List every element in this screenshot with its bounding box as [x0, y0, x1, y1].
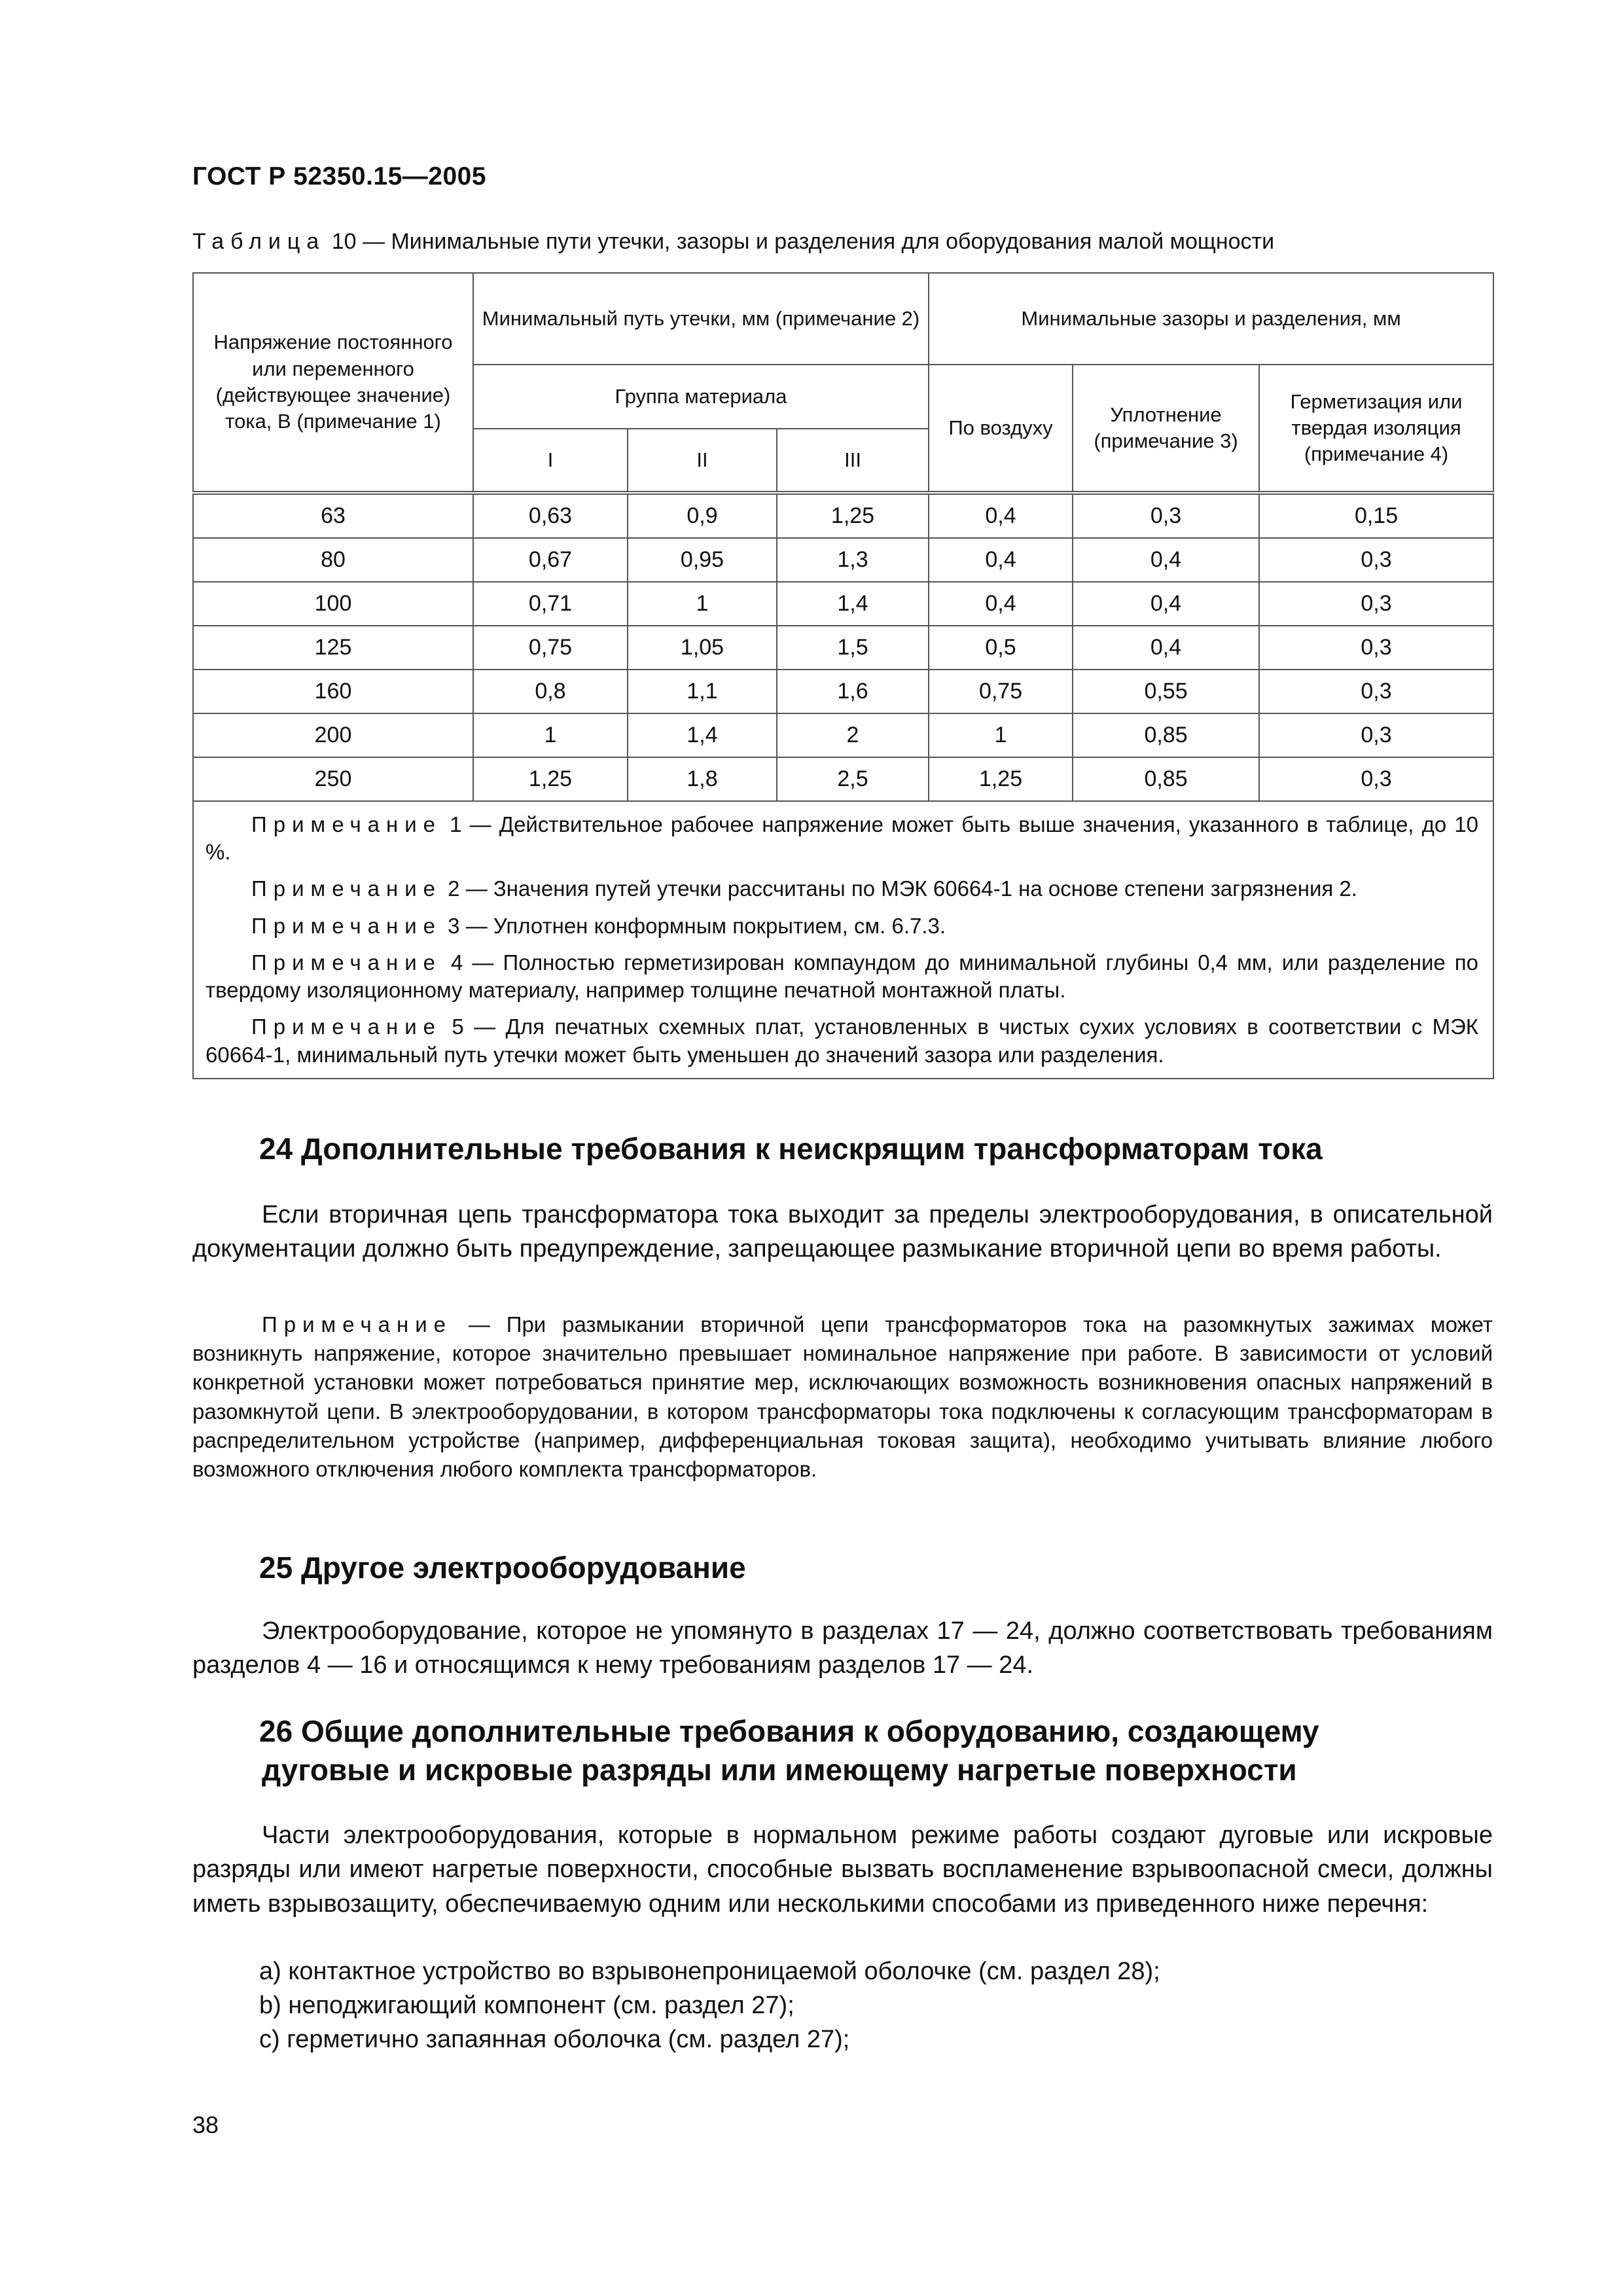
- table-cell: 0,8: [473, 670, 628, 713]
- table-note: [205, 1013, 1478, 1068]
- table-cell: 0,4: [929, 582, 1073, 626]
- table-cell: 0,3: [1259, 582, 1493, 626]
- section-24-note: [192, 1310, 1493, 1484]
- table-cell: 0,3: [1073, 493, 1259, 538]
- section-26-heading: [259, 1712, 1319, 1789]
- page-number: 38: [192, 2111, 219, 2138]
- table-cell: 0,95: [628, 538, 777, 582]
- table-cell: 0,4: [929, 493, 1073, 538]
- list-item-a: a) контактное устройство во взрывонепроницаемой оболочке (см. раздел 28);: [259, 1958, 1160, 1985]
- table-note-label: Примечание: [251, 950, 442, 975]
- table-cell: 1,4: [628, 713, 777, 757]
- table-cell: 1: [628, 582, 777, 626]
- header-group-3: III: [777, 429, 929, 493]
- table-cell: 160: [193, 670, 473, 713]
- header-material-group: Группа материала: [473, 365, 929, 429]
- table-row: [193, 757, 1493, 801]
- header-seal: Уплотнение (примечание 3): [1073, 365, 1259, 493]
- table-note-text: 3 — Уплотнен конформным покрытием, см. 6.7.3.: [442, 913, 946, 938]
- table-cell: 0,3: [1259, 757, 1493, 801]
- table-cell: 80: [193, 538, 473, 582]
- table-caption-word: Таблица: [192, 229, 326, 254]
- table-cell: 200: [193, 713, 473, 757]
- table-cell: 2: [777, 713, 929, 757]
- table-cell: 125: [193, 626, 473, 670]
- section-26-text: Части электрооборудования, которые в нормальном режиме работы создают дуговые или искровые разряды или имеют нагретые поверхности, способные вызвать воспламенение взрывоопасной смеси, должны иметь взрывозащиту, обеспечиваемую одним или несколькими способами из приведенного ниже перечня:: [192, 1821, 1493, 1918]
- table-cell: 0,3: [1259, 626, 1493, 670]
- table-cell: 250: [193, 757, 473, 801]
- table-body: [193, 493, 1493, 1079]
- table-cell: 1,5: [777, 626, 929, 670]
- section-25-paragraph: [192, 1614, 1493, 1683]
- table-row: [193, 713, 1493, 757]
- section-26-paragraph: [192, 1818, 1493, 1921]
- table-note-text: 2 — Значения путей утечки рассчитаны по МЭК 60664-1 на основе степени загрязнения 2.: [442, 876, 1357, 901]
- table-row: [193, 626, 1493, 670]
- table-cell: 0,5: [929, 626, 1073, 670]
- table-cell: 1,25: [929, 757, 1073, 801]
- table-cell: 0,4: [929, 538, 1073, 582]
- section-24-paragraph: [192, 1198, 1493, 1266]
- table-cell: 0,4: [1073, 538, 1259, 582]
- table-cell: 1: [929, 713, 1073, 757]
- document-id: ГОСТ Р 52350.15—2005: [192, 162, 487, 190]
- table-note: [205, 912, 1478, 940]
- table-cell: 0,4: [1073, 626, 1259, 670]
- header-clearance: Минимальные зазоры и разделения, мм: [929, 273, 1493, 365]
- list-item-c: c) герметично запаянная оболочка (см. раздел 27);: [259, 2026, 850, 2053]
- table-note: [205, 875, 1478, 903]
- table-row: [193, 670, 1493, 713]
- table-cell: 1,3: [777, 538, 929, 582]
- table-caption: [192, 229, 1274, 255]
- table-cell: 0,63: [473, 493, 628, 538]
- header-group-1: I: [473, 429, 628, 493]
- table-cell: 1,1: [628, 670, 777, 713]
- table-note-text: 5 — Для печатных схемных плат, установленных в чистых сухих условиях в соответствии с МЭК 60664-1, минимальный путь утечки может быть уменьшен до значений зазора или разделения.: [205, 1014, 1479, 1067]
- table-cell: 1,25: [777, 493, 929, 538]
- table-caption-text: 10 — Минимальные пути утечки, зазоры и разделения для оборудования малой мощности: [325, 229, 1275, 254]
- table-cell: 0,71: [473, 582, 628, 626]
- table-cell: 1,05: [628, 626, 777, 670]
- section-24-text: Если вторичная цепь трансформатора тока выходит за пределы электрооборудования, в описательной документации должно быть предупреждение, запрещающее размыкание вторичной цепи во время работы.: [192, 1201, 1493, 1263]
- table-cell: 1,4: [777, 582, 929, 626]
- table-cell: 0,3: [1259, 713, 1493, 757]
- section-24-note-label: Примечание: [262, 1312, 453, 1336]
- table-cell: 0,3: [1259, 670, 1493, 713]
- section-26-heading-line-1: 26 Общие дополнительные требования к оборудованию, создающему: [259, 1714, 1319, 1748]
- table-cell: 0,75: [473, 626, 628, 670]
- table-cell: 0,85: [1073, 713, 1259, 757]
- table-note: [205, 949, 1478, 1004]
- table-cell: 1,25: [473, 757, 628, 801]
- table-notes-row: [193, 801, 1493, 1079]
- table-note: [205, 811, 1478, 866]
- table-cell: 0,4: [1073, 582, 1259, 626]
- table-cell: 1: [473, 713, 628, 757]
- table-cell: 63: [193, 493, 473, 538]
- table-note-label: Примечание: [251, 876, 442, 901]
- section-25-text: Электрооборудование, которое не упомянуто в разделах 17 — 24, должно соответствовать требованиям разделов 4 — 16 и относящимся к нему требованиям разделов 17 — 24.: [192, 1617, 1493, 1679]
- table-note-label: Примечание: [251, 812, 442, 836]
- table-row: [193, 538, 1493, 582]
- table-cell: 1,8: [628, 757, 777, 801]
- clearance-table: [192, 272, 1494, 1079]
- list-item-b: b) неподжигающий компонент (см. раздел 27);: [259, 1992, 794, 2019]
- table-cell: 0,75: [929, 670, 1073, 713]
- table-notes: [193, 801, 1493, 1079]
- table-cell: 0,3: [1259, 538, 1493, 582]
- table-note-text: 1 — Действительное рабочее напряжение может быть выше значения, указанного в таблице, до 10 %.: [205, 812, 1479, 865]
- section-25-heading: 25 Другое электрооборудование: [259, 1551, 746, 1585]
- header-encapsulation: Герметизация или твердая изоляция (примечание 4): [1259, 365, 1493, 493]
- section-24-note-text: — При размыкании вторичной цепи трансформаторов тока на разомкнутых зажимах может возникнуть напряжение, которое значительно превышает номинальное напряжение при работе. В зависимости от условий конкретной установки может потребоваться принятие мер, исключающих возможность возникновения опасных напряжений в разомкнутой цепи. В электрооборудовании, в котором трансформаторы тока подключены к согласующим трансформаторам в распределительном устройстве (например, дифференциальная токовая защита), необходимо учитывать влияние любого возможного отключения любого комплекта трансформаторов.: [192, 1312, 1493, 1482]
- header-creepage: Минимальный путь утечки, мм (примечание 2): [473, 273, 929, 365]
- table-note-text: 4 — Полностью герметизирован компаундом до минимальной глубины 0,4 мм, или разделение по твердому изоляционному материалу, например толщине печатной монтажной платы.: [205, 950, 1479, 1003]
- header-voltage: Напряжение постоянного или переменного (действующее значение) тока, В (примечание 1): [193, 273, 473, 493]
- table-row: [193, 493, 1493, 538]
- table-row: [193, 582, 1493, 626]
- table-cell: 100: [193, 582, 473, 626]
- table-cell: 0,15: [1259, 493, 1493, 538]
- table-cell: 1,6: [777, 670, 929, 713]
- table-cell: 0,55: [1073, 670, 1259, 713]
- section-24-heading: 24 Дополнительные требования к неискрящим трансформаторам тока: [259, 1132, 1323, 1166]
- table-cell: 2,5: [777, 757, 929, 801]
- table-note-label: Примечание: [251, 913, 442, 938]
- table-note-label: Примечание: [251, 1014, 442, 1039]
- header-air: По воздуху: [929, 365, 1073, 493]
- table-cell: 0,9: [628, 493, 777, 538]
- table-cell: 0,85: [1073, 757, 1259, 801]
- table-cell: 0,67: [473, 538, 628, 582]
- section-26-heading-line-2: дуговые и искровые разряды или имеющему нагретые поверхности: [262, 1752, 1297, 1787]
- header-group-2: II: [628, 429, 777, 493]
